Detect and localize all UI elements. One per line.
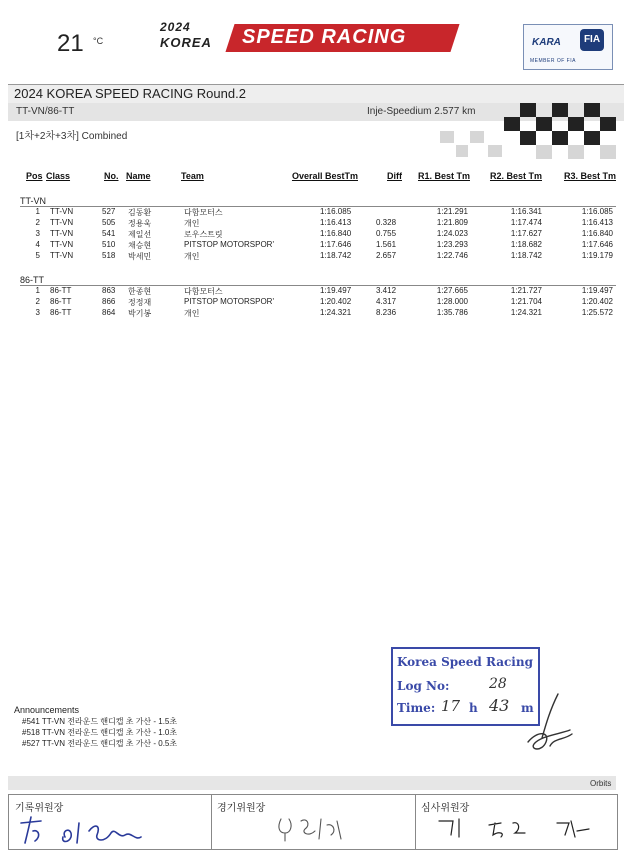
cell-class: TT-VN: [50, 229, 74, 238]
cell-r1: 1:21.809: [436, 218, 468, 227]
cell-team: 다함모터스: [184, 208, 223, 217]
announcement-item: #527 TT-VN 전라운드 핸디캡 초 가산 - 0.5초: [22, 739, 178, 748]
logo-korea: KOREA: [160, 35, 212, 50]
signature-cell: [211, 795, 416, 849]
cell-r2: 1:18.682: [510, 240, 542, 249]
col-team: Team: [181, 171, 204, 181]
cell-r2: 1:21.704: [510, 297, 542, 306]
col-no: No.: [104, 171, 119, 181]
cell-r3: 1:19.179: [581, 251, 613, 260]
footer-bar: [8, 776, 616, 790]
handwritten-signature: [15, 813, 165, 847]
cell-team: PITSTOP MOTORSPOR': [184, 297, 274, 306]
group-label: TT-VN: [20, 196, 46, 206]
temperature: 21: [57, 30, 84, 57]
cell-pos: 1: [35, 207, 40, 216]
cell-r1: 1:28.000: [436, 297, 468, 306]
cell-class: TT-VN: [50, 240, 74, 249]
cell-class: TT-VN: [50, 207, 74, 216]
cell-pos: 3: [35, 308, 40, 317]
signature-cell: [9, 795, 212, 849]
cell-r2: 1:18.742: [510, 251, 542, 260]
cell-r3: 1:16.413: [581, 218, 613, 227]
cell-overall: 1:19.497: [320, 286, 352, 295]
logo-year: 2024: [160, 20, 191, 34]
cell-name: 박기봉: [128, 309, 152, 318]
stamp-hour-value: 17: [441, 697, 461, 715]
cell-overall: 1:18.742: [320, 251, 352, 260]
cell-r1: 1:23.293: [436, 240, 468, 249]
cell-r3: 1:25.572: [581, 308, 613, 317]
fia-member-text: MEMBER OF FIA: [530, 58, 576, 64]
stamp-title: Korea Speed Racing: [397, 655, 533, 669]
speed-racing-logo: [160, 20, 460, 58]
cell-diff: 3.412: [376, 286, 397, 295]
cell-team: 개인: [184, 252, 200, 261]
col-name: Name: [126, 171, 151, 181]
cell-r3: 1:19.497: [581, 286, 613, 295]
stamp-time-label: Time:: [397, 701, 436, 715]
table-row: [0, 218, 630, 229]
stamp-log-value: 28: [489, 676, 507, 692]
cell-pos: 5: [35, 251, 40, 260]
cell-name: 제일선: [128, 230, 152, 239]
kara-logo: KARA: [532, 37, 561, 48]
cell-no: 866: [102, 297, 116, 306]
col-diff: Diff: [387, 171, 402, 181]
announcements-title: Announcements: [14, 705, 80, 715]
class-name: TT-VN/86-TT: [16, 106, 75, 117]
table-row: [0, 240, 630, 251]
cell-r1: 1:24.023: [436, 229, 468, 238]
logo-speed-racing: SPEED RACING: [242, 26, 407, 48]
col-r3: R3. Best Tm: [563, 171, 616, 181]
cell-pos: 2: [35, 297, 40, 306]
col-pos: Pos: [26, 171, 43, 181]
cell-name: 한종현: [128, 287, 152, 296]
cell-r1: 1:35.786: [436, 308, 468, 317]
combined-label: [1차+2차+3차] Combined: [16, 131, 128, 142]
table-row: [0, 251, 630, 262]
cell-overall: 1:20.402: [320, 297, 352, 306]
cell-diff: 1.561: [376, 240, 397, 249]
cell-diff: 0.328: [376, 218, 397, 227]
cell-diff: 4.317: [376, 297, 397, 306]
fia-logo: FIA: [580, 29, 604, 51]
cell-no: 863: [102, 286, 116, 295]
signature-label: 경기위원장: [217, 803, 266, 814]
cell-name: 김동환: [128, 208, 152, 217]
cell-team: 개인: [184, 309, 200, 318]
checkered-flag-pattern: [420, 103, 620, 163]
orbits-label: Orbits: [590, 779, 612, 788]
cell-overall: 1:16.413: [320, 218, 352, 227]
cell-name: 정용욱: [128, 219, 152, 228]
cell-name: 정정재: [128, 298, 152, 307]
cell-pos: 4: [35, 240, 40, 249]
stamp-minute-value: 43: [489, 696, 510, 715]
cell-class: TT-VN: [50, 251, 74, 260]
cell-r2: 1:24.321: [510, 308, 542, 317]
cell-r3: 1:16.840: [581, 229, 613, 238]
cell-team: PITSTOP MOTORSPOR': [184, 240, 274, 249]
cell-r1: 1:21.291: [436, 207, 468, 216]
temperature-unit: °C: [93, 36, 104, 46]
cell-r2: 1:16.341: [510, 207, 542, 216]
cell-no: 541: [102, 229, 116, 238]
table-row: [0, 229, 630, 240]
cell-team: 다함모터스: [184, 287, 223, 296]
group-label: 86-TT: [20, 275, 45, 285]
col-class: Class: [46, 171, 71, 181]
stamp-minute-unit: m: [521, 701, 534, 715]
cell-no: 510: [102, 240, 116, 249]
title-bar: [8, 84, 624, 104]
col-r1: R1. Best Tm: [417, 171, 470, 181]
cell-r3: 1:16.085: [581, 207, 613, 216]
cell-r3: 1:17.646: [581, 240, 613, 249]
cell-diff: 0.755: [376, 229, 397, 238]
handwritten-signature: [271, 811, 371, 845]
signature-label: 심사위원장: [421, 803, 470, 814]
cell-overall: 1:17.646: [320, 240, 352, 249]
cell-diff: 8.236: [376, 308, 397, 317]
cell-r2: 1:21.727: [510, 286, 542, 295]
cell-name: 박세민: [128, 252, 152, 261]
table-row: [0, 308, 630, 319]
cell-r1: 1:22.746: [436, 251, 468, 260]
page-title: 2024 KOREA SPEED RACING Round.2: [14, 86, 246, 101]
cell-r1: 1:27.665: [436, 286, 468, 295]
table-row: [0, 286, 630, 297]
cell-pos: 3: [35, 229, 40, 238]
cell-class: 86-TT: [50, 286, 72, 295]
cell-team: 개인: [184, 219, 200, 228]
table-row: [0, 207, 630, 218]
cell-no: 864: [102, 308, 116, 317]
col-r2: R2. Best Tm: [489, 171, 542, 181]
cell-class: 86-TT: [50, 308, 72, 317]
cell-team: 로우스트릿: [184, 230, 223, 239]
cell-name: 채승현: [128, 241, 152, 250]
official-stamp: [391, 647, 540, 726]
cell-pos: 2: [35, 218, 40, 227]
cell-r3: 1:20.402: [581, 297, 613, 306]
cell-no: 505: [102, 218, 116, 227]
cell-r2: 1:17.474: [510, 218, 542, 227]
table-row: [0, 297, 630, 308]
cell-no: 527: [102, 207, 116, 216]
cell-overall: 1:24.321: [320, 308, 352, 317]
kara-fia-logo: [523, 24, 613, 70]
cell-diff: 2.657: [376, 251, 397, 260]
stamp-signature: [520, 690, 580, 760]
signature-table: [8, 794, 618, 850]
cell-r2: 1:17.627: [510, 229, 542, 238]
signature-cell: [415, 795, 616, 849]
announcement-item: #541 TT-VN 전라운드 핸디캡 초 가산 - 1.5초: [22, 717, 178, 726]
signature-label: 기록위원장: [15, 803, 64, 814]
cell-class: 86-TT: [50, 297, 72, 306]
cell-overall: 1:16.085: [320, 207, 352, 216]
stamp-hour-unit: h: [469, 701, 478, 715]
handwritten-signature: [429, 811, 599, 845]
cell-no: 518: [102, 251, 116, 260]
cell-overall: 1:16.840: [320, 229, 352, 238]
stamp-log-label: Log No:: [397, 679, 450, 693]
col-overall: Overall BestTm: [291, 171, 358, 181]
cell-class: TT-VN: [50, 218, 74, 227]
track-name: Inje-Speedium 2.577 km: [367, 106, 476, 117]
announcement-item: #518 TT-VN 전라운드 핸디캡 초 가산 - 1.0초: [22, 728, 178, 737]
cell-pos: 1: [35, 286, 40, 295]
